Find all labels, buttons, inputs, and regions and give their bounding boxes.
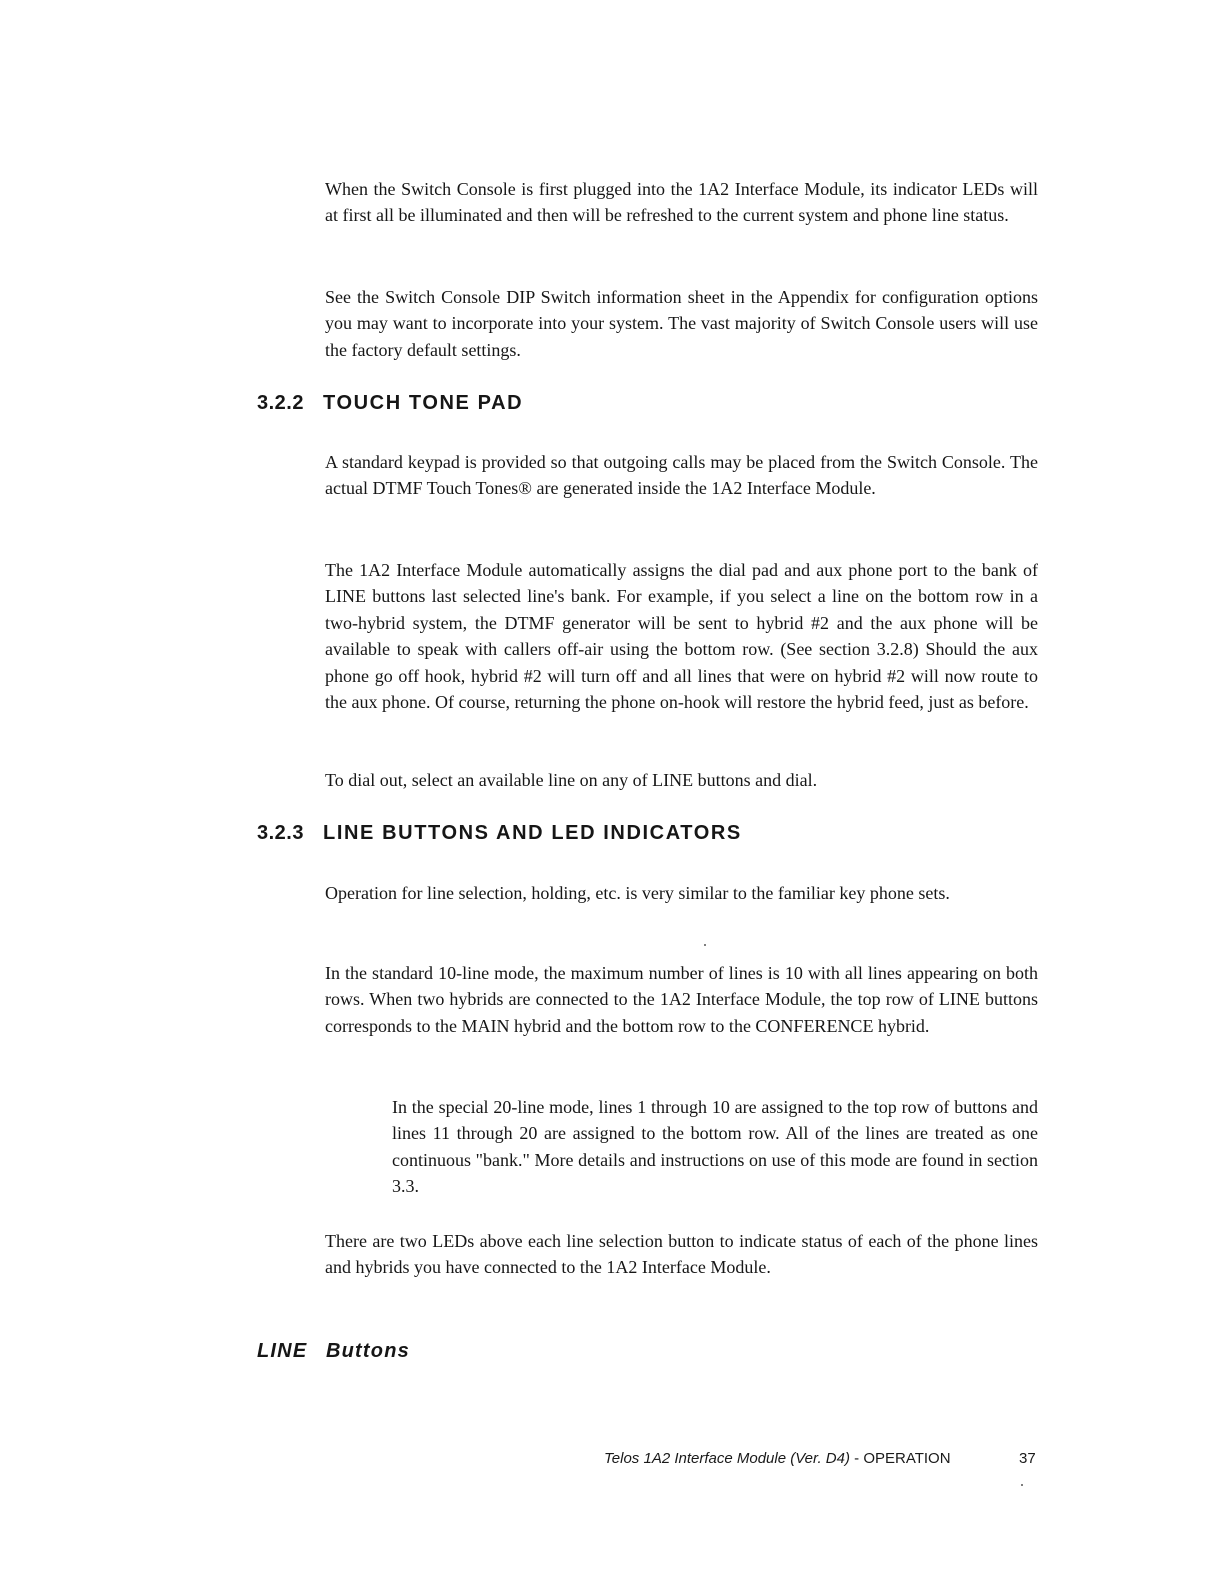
subheading-line-buttons	[257, 1340, 410, 1363]
subheading-word-line: LINE	[257, 1340, 308, 1362]
paragraph-dip-switch-info: See the Switch Console DIP Switch information sheet in the Appendix for configuration options you may want to incorporate into your system. The vast majority of Switch Console users will use the factory default settings.	[325, 287, 1038, 360]
section-number: 3.2.3	[257, 822, 304, 844]
section-number: 3.2.2	[257, 392, 304, 414]
scan-speck	[704, 944, 706, 946]
footer-separator: -	[849, 1450, 864, 1467]
footer-document-title: Telos 1A2 Interface Module (Ver. D4)	[604, 1450, 850, 1467]
subheading-word-buttons: Buttons	[326, 1340, 410, 1362]
paragraph-20-line-mode: In the special 20-line mode, lines 1 through 10 are assigned to the top row of buttons and lines 11 through 20 are assigned to the bottom row. All of the lines are treated as one continuous "bank." More details and instructions on use of this mode are found in section 3.3.	[392, 1097, 1038, 1197]
page-footer	[604, 1450, 1036, 1467]
section-title: TOUCH TONE PAD	[323, 392, 524, 414]
section-heading-touch-tone-pad	[257, 392, 523, 415]
paragraph-dial-out: To dial out, select an available line on any of LINE buttons and dial.	[325, 770, 818, 790]
paragraph-line-selection: Operation for line selection, holding, etc. is very similar to the familiar key phone sets.	[325, 883, 950, 903]
scan-speck	[1021, 1484, 1023, 1486]
section-heading-line-buttons	[257, 822, 742, 845]
paragraph-keypad: A standard keypad is provided so that outgoing calls may be placed from the Switch Console. The actual DTMF Touch Tones® are generated inside the 1A2 Interface Module.	[325, 452, 1038, 499]
paragraph-dial-pad-assignment: The 1A2 Interface Module automatically assigns the dial pad and aux phone port to the bank of LINE buttons last selected line's bank. For example, if you select a line on the bottom row in a two-hybrid system, the DTMF generator will be sent to hybrid #2 and the aux phone will be available to speak with callers off-air using the bottom row. (See section 3.2.8) Should the aux phone go off hook, hybrid #2 will turn off and all lines that were on hybrid #2 will now route to the aux phone. Of course, returning the phone on-hook will restore the hybrid feed, just as before.	[325, 560, 1038, 713]
section-title: LINE BUTTONS AND LED INDICATORS	[323, 822, 742, 844]
footer-chapter: OPERATION	[863, 1450, 951, 1467]
footer-page-number: 37	[1019, 1450, 1036, 1467]
paragraph-switch-console-startup: When the Switch Console is first plugged into the 1A2 Interface Module, its indicator LEDs will at first all be illuminated and then will be refreshed to the current system and phone line status.	[325, 179, 1038, 226]
paragraph-led-status: There are two LEDs above each line selection button to indicate status of each of the phone lines and hybrids you have connected to the 1A2 Interface Module.	[325, 1231, 1038, 1278]
paragraph-10-line-mode: In the standard 10-line mode, the maximum number of lines is 10 with all lines appearing on both rows. When two hybrids are connected to the 1A2 Interface Module, the top row of LINE buttons corresponds to the MAIN hybrid and the bottom row to the CONFERENCE hybrid.	[325, 963, 1038, 1036]
